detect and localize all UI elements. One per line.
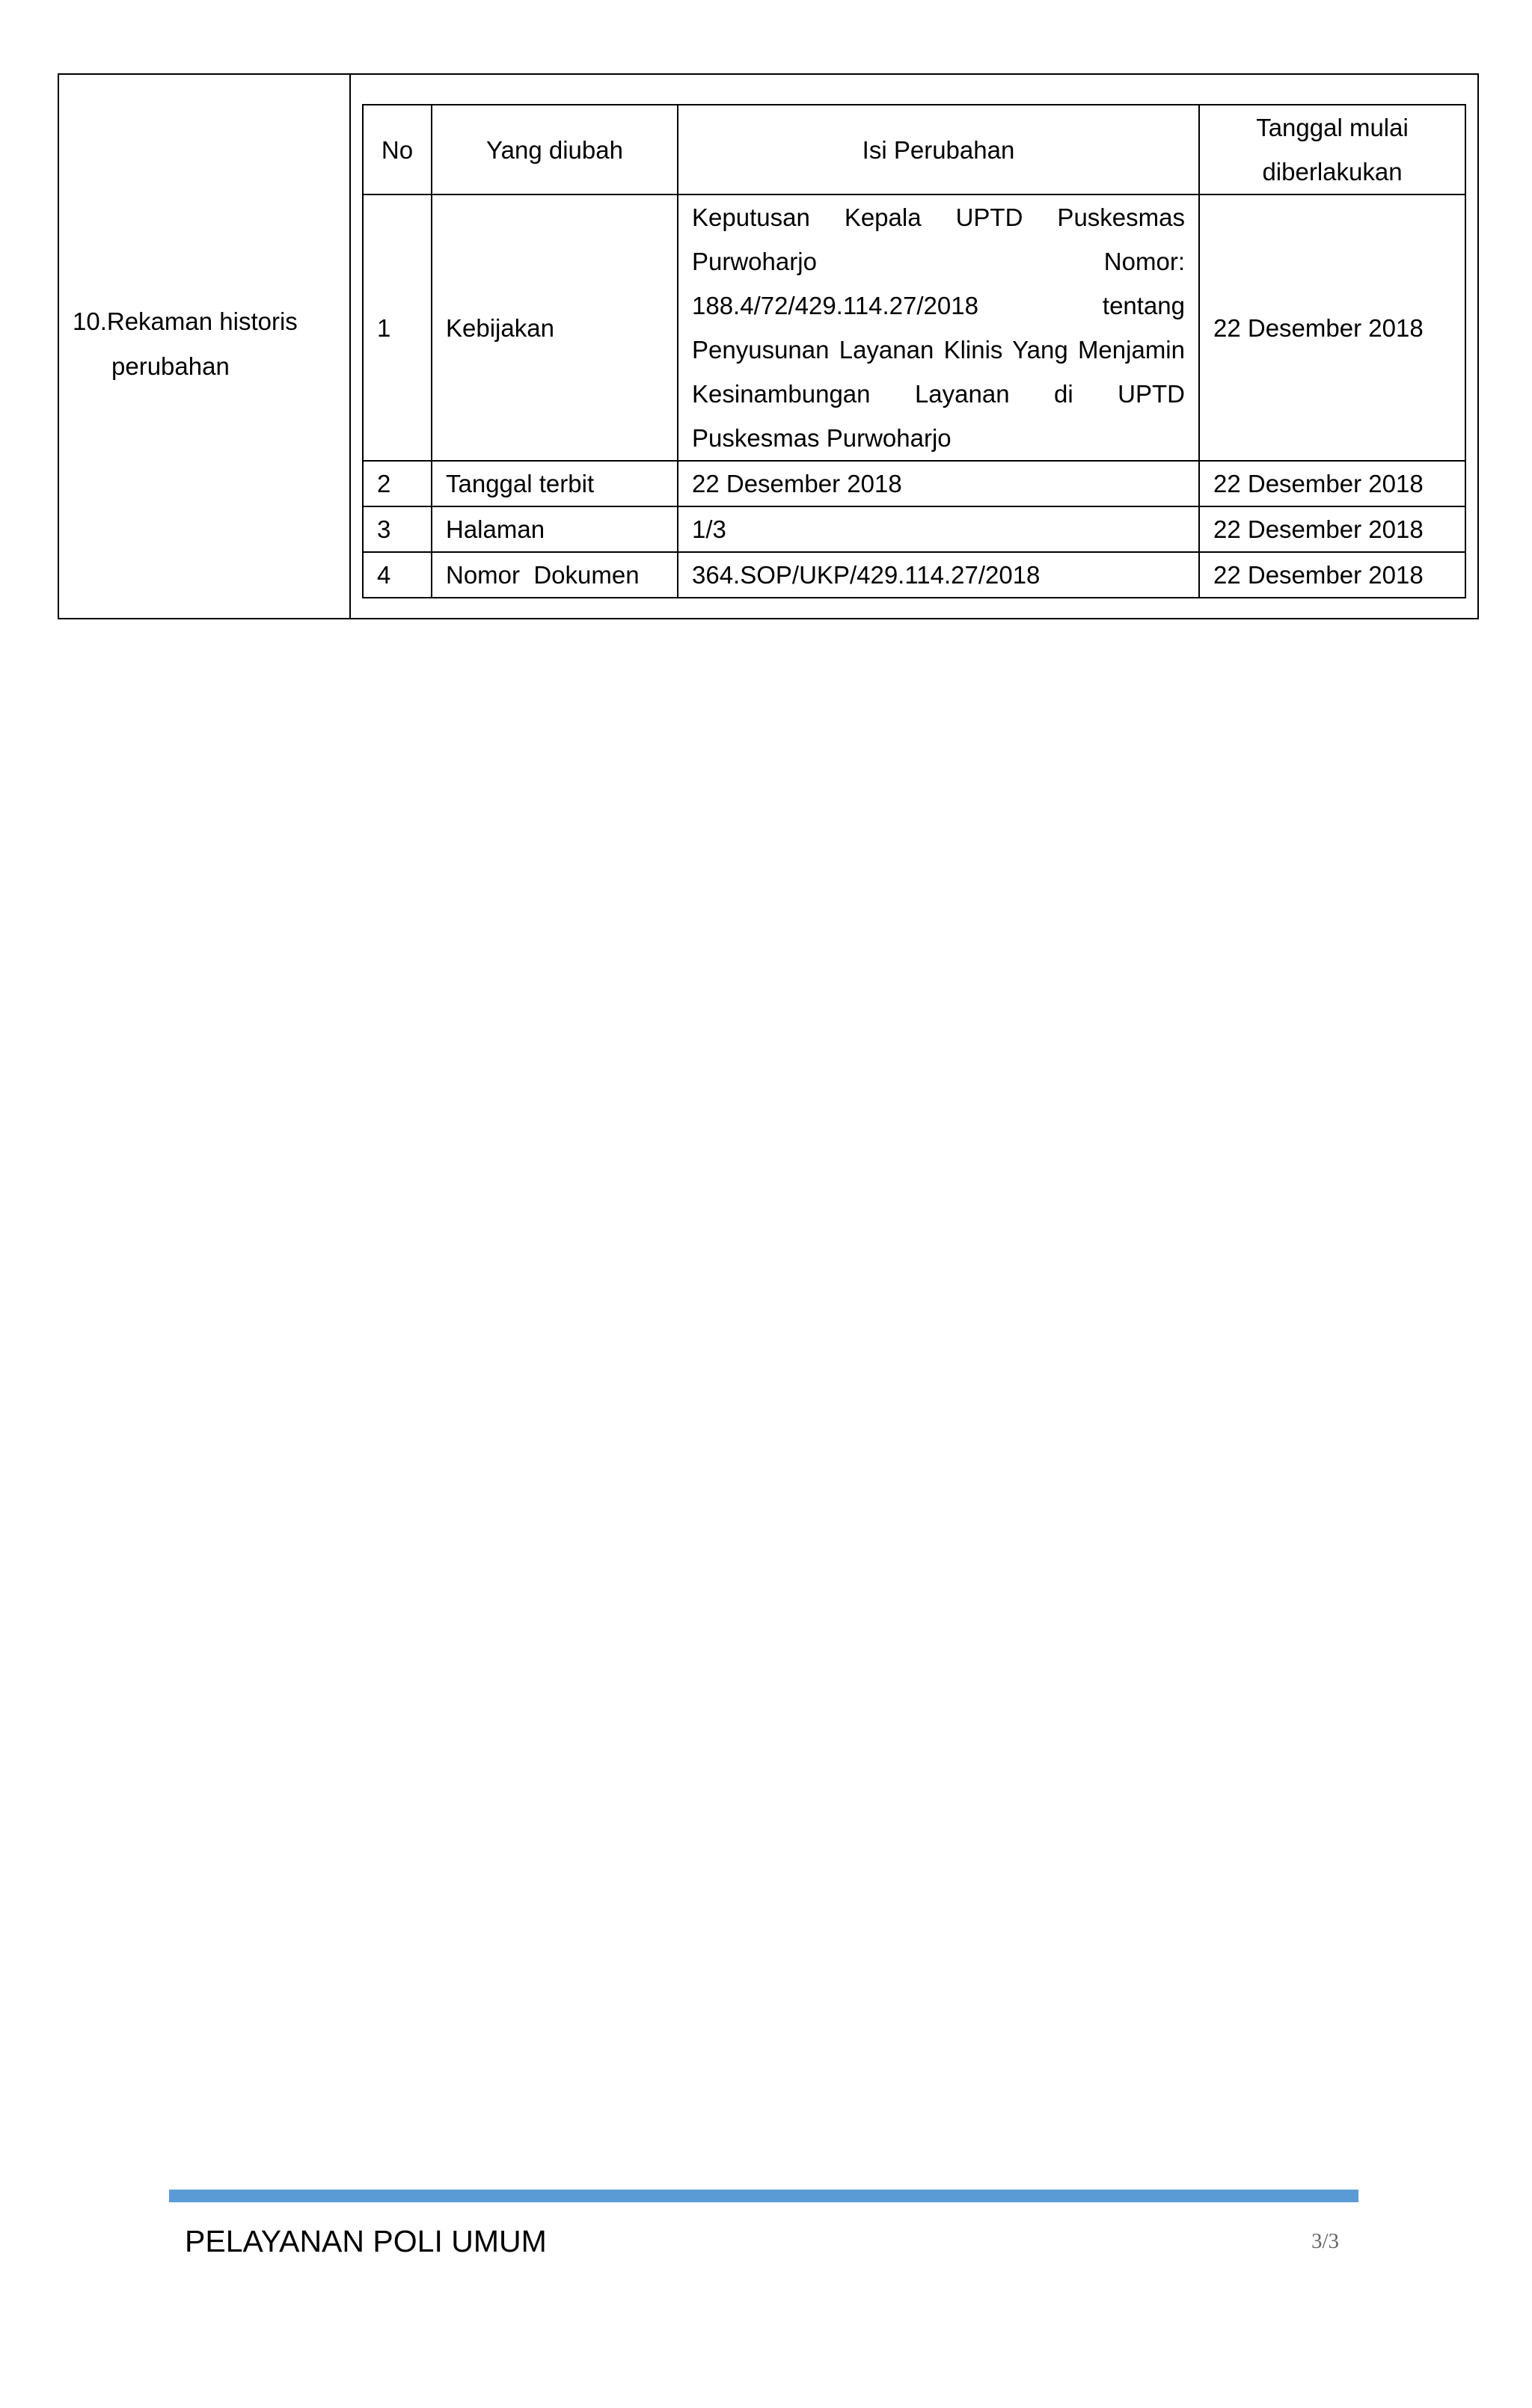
row-date: 22 Desember 2018: [1199, 552, 1465, 598]
table-row: [363, 506, 1465, 552]
row-changed: Halaman: [432, 506, 678, 552]
row-content: 1/3: [678, 506, 1199, 552]
header-content: Isi Perubahan: [678, 105, 1199, 194]
row-no: 2: [363, 461, 432, 506]
table-row: [363, 194, 1465, 461]
table-row: [363, 461, 1465, 506]
row-changed: Nomor Dokumen: [432, 552, 678, 598]
table-header-row: [363, 105, 1465, 194]
row-no: 3: [363, 506, 432, 552]
row-content: Keputusan Kepala UPTD Puskesmas Purwoharjo Nomor: 188.4/72/429.114.27/2018 tentang Penyusunan Layanan Klinis Yang Menjamin Kesinambungan Layanan di UPTD Puskesmas Purwoharjo: [678, 194, 1199, 461]
header-date: Tanggal mulai diberlakukan: [1199, 105, 1465, 194]
row-content: 22 Desember 2018: [678, 461, 1199, 506]
table-row: [363, 552, 1465, 598]
row-date: 22 Desember 2018: [1199, 461, 1465, 506]
footer-accent-bar: [169, 2190, 1358, 2202]
section-label-line2: perubahan: [111, 352, 230, 380]
header-no: No: [363, 105, 432, 194]
row-changed: Tanggal terbit: [432, 461, 678, 506]
row-no: 1: [363, 194, 432, 461]
column-divider: [349, 75, 351, 618]
page-number: 3/3: [1311, 2229, 1340, 2253]
section-label-line1: 10.Rekaman historis: [73, 307, 298, 335]
row-date: 22 Desember 2018: [1199, 194, 1465, 461]
section-label: [73, 299, 342, 389]
row-date: 22 Desember 2018: [1199, 506, 1465, 552]
row-changed: Kebijakan: [432, 194, 678, 461]
header-changed: Yang diubah: [432, 105, 678, 194]
footer-title: PELAYANAN POLI UMUM: [185, 2224, 547, 2258]
row-no: 4: [363, 552, 432, 598]
row-content: 364.SOP/UKP/429.114.27/2018: [678, 552, 1199, 598]
revision-history-table: [362, 104, 1466, 598]
